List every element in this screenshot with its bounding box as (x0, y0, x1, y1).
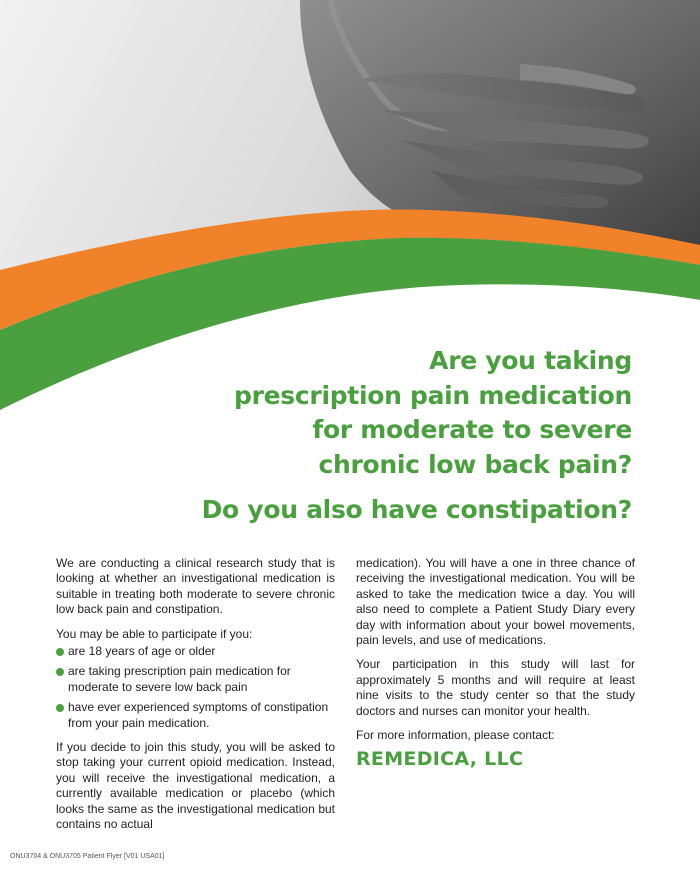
headline-line-2: prescription pain medication (234, 380, 632, 410)
bullet-dot-icon (56, 648, 64, 656)
body-column-right (356, 556, 635, 771)
eligibility-lead: You may be able to participate if you: (56, 626, 253, 641)
bullet-dot-icon (56, 668, 64, 676)
join-paragraph: If you decide to join this study, you will be asked to stop taking your current opioid medication. Instead, you will receive the investigational medication, a currently available medication or placebo (which looks the same as the investigational medication but contains no actual (56, 740, 335, 832)
list-item: are taking prescription pain medication for moderate to severe low back pain (56, 664, 335, 695)
footer-document-code: ONU3704 & ONU3705 Patient Flyer [V01 USA01] (10, 853, 165, 860)
duration-paragraph: Your participation in this study will last for approximately 5 months and will require at least nine visits to the study center so that the study doctors and nurses can monitor your health. (356, 657, 635, 718)
list-item: have ever experienced symptoms of constipation from your pain medication. (56, 700, 335, 731)
headline-line-3: for moderate to severe (312, 415, 632, 444)
bullet-dot-icon (56, 704, 64, 712)
headline-line-4: chronic low back pain? (318, 449, 632, 479)
headline-line-1: Are you taking (429, 346, 632, 375)
list-item: are 18 years of age or older (56, 644, 335, 659)
eligibility-list (56, 644, 335, 731)
intro-paragraph: We are conducting a clinical research study that is looking at whether an investigational medication is suitable in treating both moderate to severe chronic low back pain and constipation. (56, 556, 335, 617)
subheadline: Do you also have constipation? (201, 495, 632, 524)
body-column-left (56, 556, 335, 842)
company-name: REMEDICA, LLC (356, 748, 524, 771)
headline (72, 344, 632, 482)
join-paragraph-continued: medication). You will have a one in three chance of receiving the investigational medication. You will be asked to take the medication twice a day. You will also need to complete a Patient Study Diary every day with information about your bowel movements, pain levels, and use of medications. (356, 556, 635, 648)
contact-lead: For more information, please contact: (356, 728, 555, 743)
